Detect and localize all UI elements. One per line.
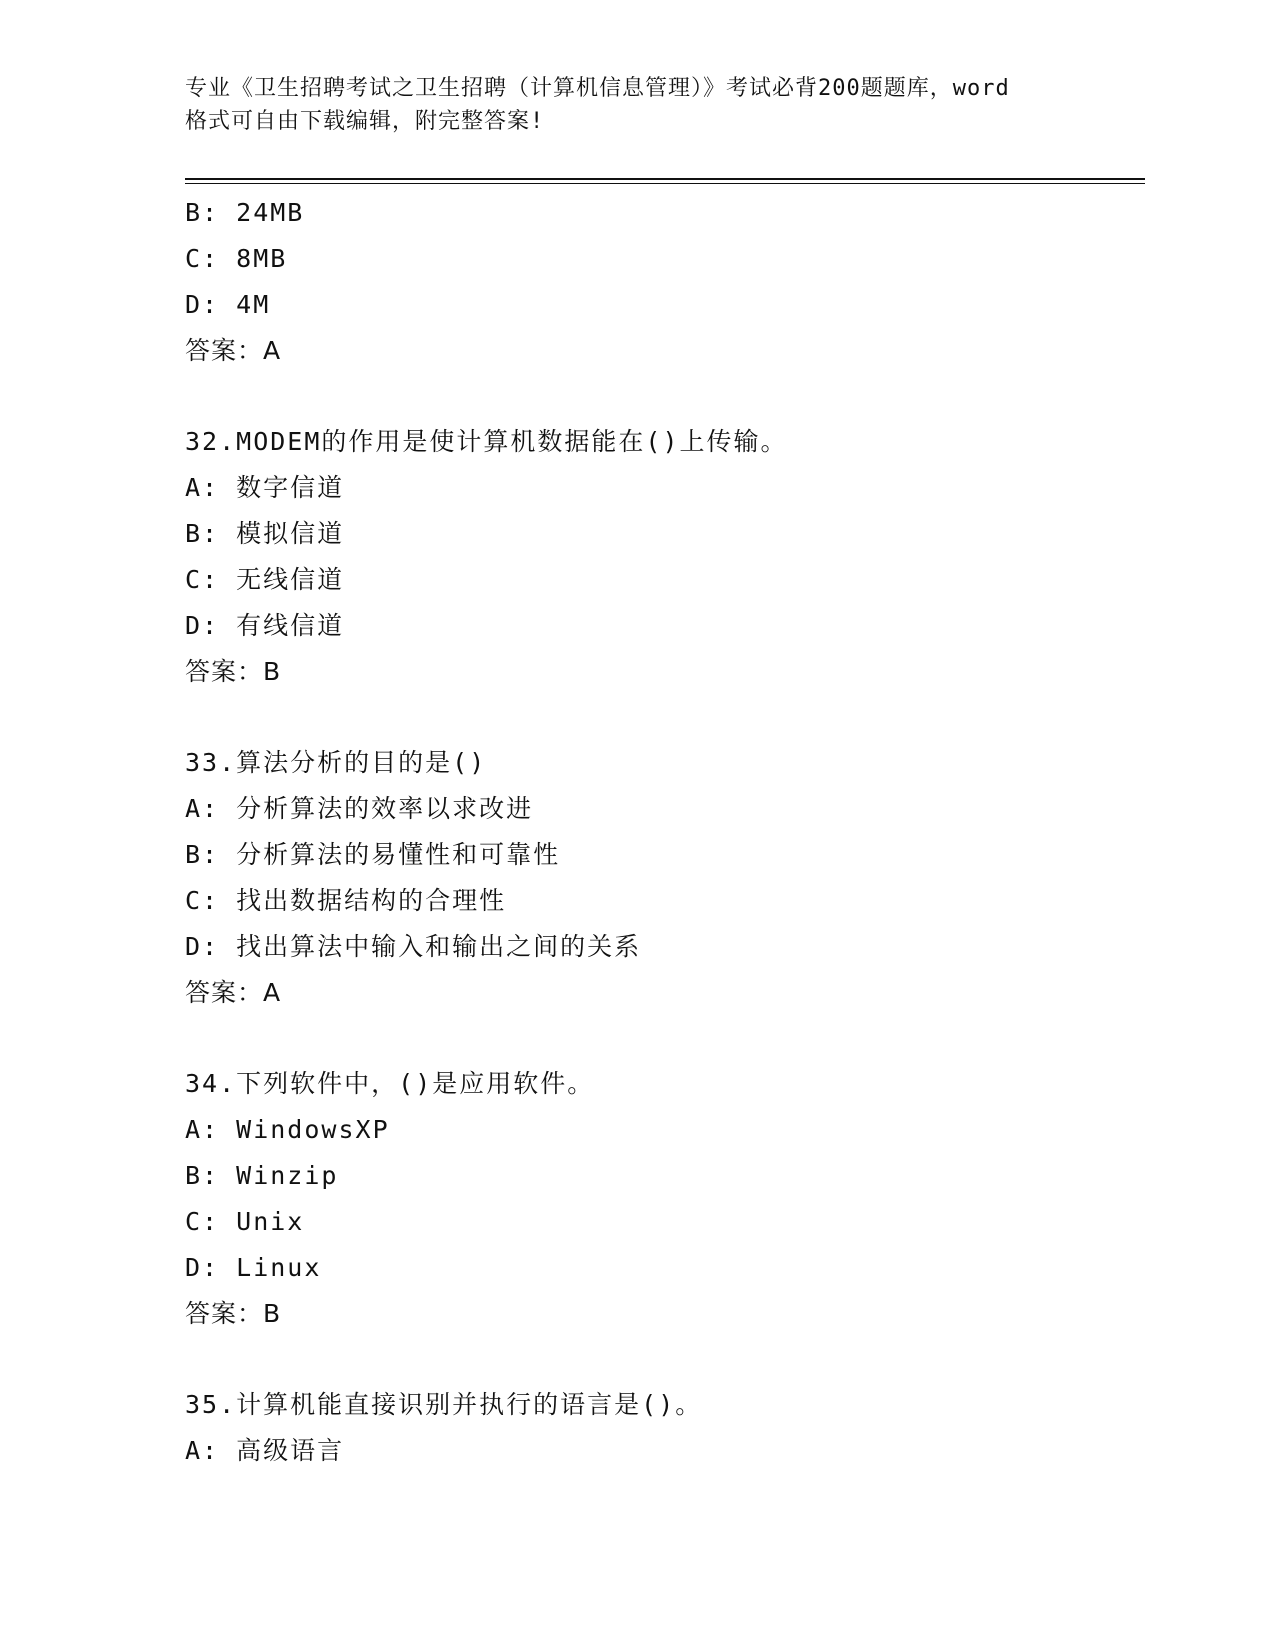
answer-line: 答案：A	[185, 336, 282, 365]
option-b: B: Winzip	[185, 1161, 339, 1190]
option-c: C: 8MB	[185, 244, 288, 273]
question-31-partial	[185, 190, 1145, 374]
spacer	[185, 1016, 1145, 1061]
option-a: A: 高级语言	[185, 1436, 345, 1465]
header-title-line-1: 专业《卫生招聘考试之卫生招聘（计算机信息管理）》考试必背200题题库，word	[185, 76, 1010, 101]
option-a: A: 数字信道	[185, 473, 345, 502]
spacer	[185, 374, 1145, 419]
option-a: A: WindowsXP	[185, 1115, 390, 1144]
header-divider	[185, 178, 1145, 180]
question-stem: 35.计算机能直接识别并执行的语言是()。	[185, 1390, 703, 1419]
spacer	[185, 695, 1145, 740]
document-header	[185, 72, 1095, 138]
option-d: D: 有线信道	[185, 611, 345, 640]
option-a: A: 分析算法的效率以求改进	[185, 794, 534, 823]
option-d: D: 4M	[185, 290, 271, 319]
option-d: D: Linux	[185, 1253, 322, 1282]
option-b: B: 模拟信道	[185, 519, 345, 548]
option-c: C: 找出数据结构的合理性	[185, 886, 507, 915]
answer-line: 答案：B	[185, 657, 282, 686]
option-d: D: 找出算法中输入和输出之间的关系	[185, 932, 642, 961]
option-c: C: 无线信道	[185, 565, 345, 594]
question-list	[185, 190, 1145, 1474]
answer-line: 答案：A	[185, 978, 282, 1007]
option-c: C: Unix	[185, 1207, 305, 1236]
answer-line: 答案：B	[185, 1299, 282, 1328]
question-33	[185, 740, 1145, 1016]
spacer	[185, 1337, 1145, 1382]
question-34	[185, 1061, 1145, 1337]
question-stem: 32.MODEM的作用是使计算机数据能在()上传输。	[185, 427, 788, 456]
question-32	[185, 419, 1145, 695]
question-stem: 33.算法分析的目的是()	[185, 748, 487, 777]
question-stem: 34.下列软件中，()是应用软件。	[185, 1069, 595, 1098]
option-b: B: 分析算法的易懂性和可靠性	[185, 840, 561, 869]
question-35	[185, 1382, 1145, 1474]
option-b: B: 24MB	[185, 198, 305, 227]
header-divider-thin	[185, 183, 1145, 184]
header-title-line-2: 格式可自由下载编辑，附完整答案!	[185, 109, 545, 134]
